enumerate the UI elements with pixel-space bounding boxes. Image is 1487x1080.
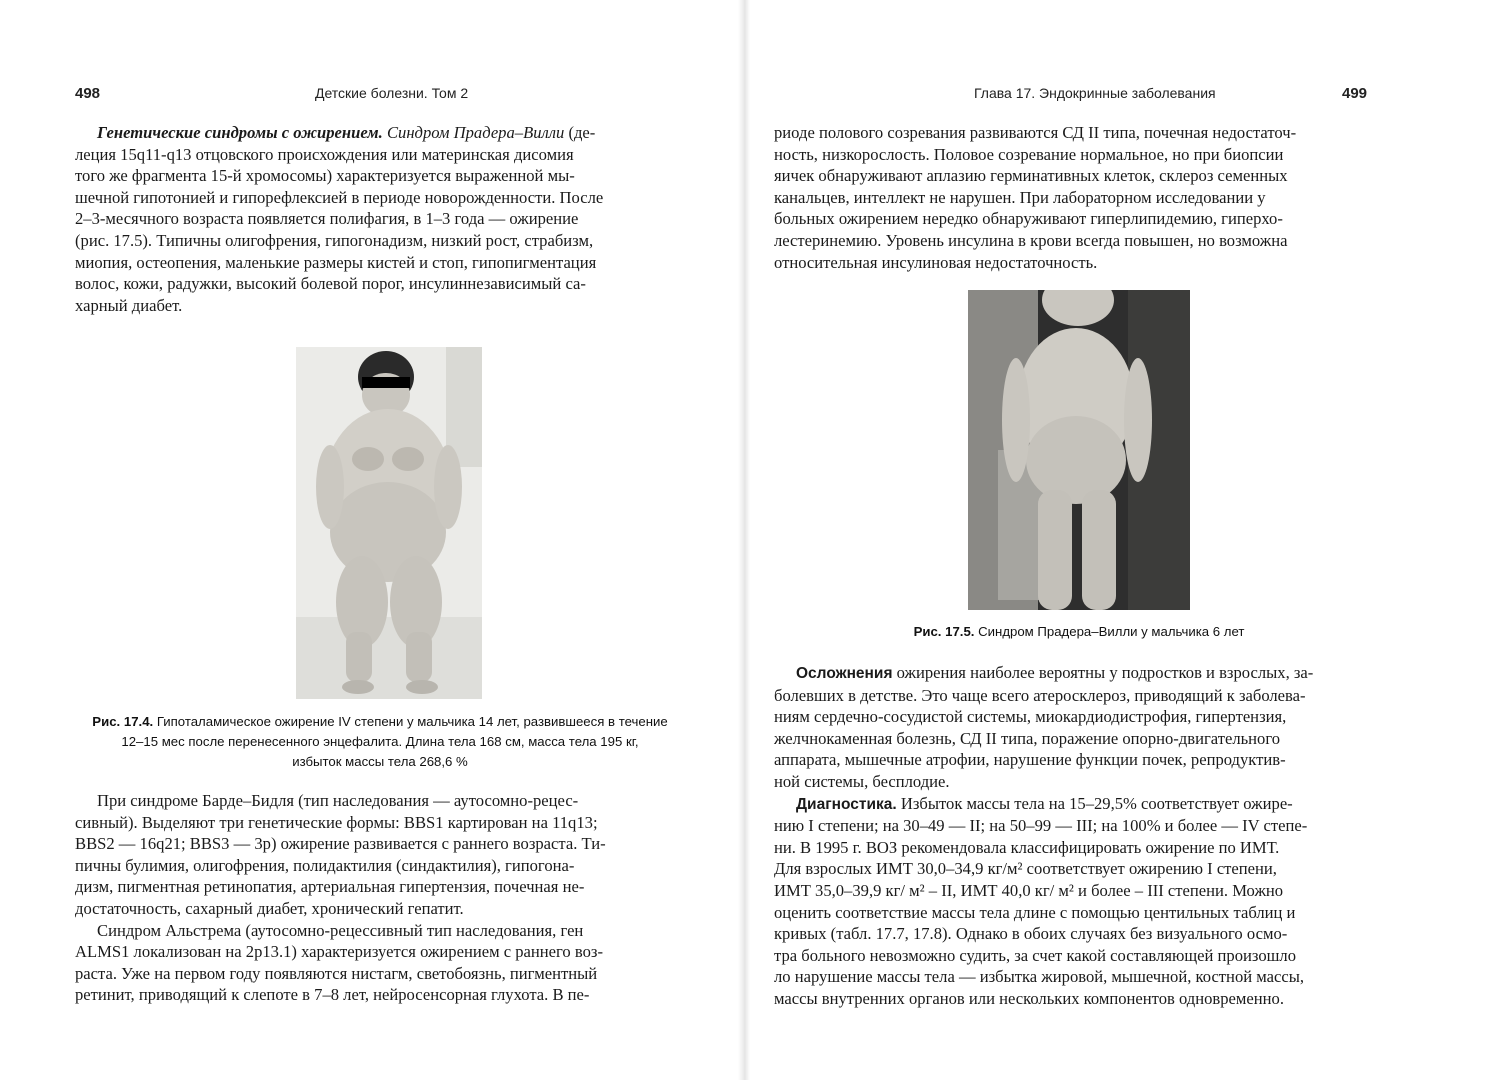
caption-text: Синдром Прадера–Вилли у мальчика 6 лет [978,624,1245,639]
section-heading-genetic: Генетические синдромы с ожирением. [97,123,383,142]
text-line: нию I степени; на 30–49 — II; на 50–99 — III; на 100% и более — IV степе- [774,816,1308,836]
figure-17-5-photo [968,290,1190,610]
text-line: яичек обнаруживают аплазию герминативных клеток, склероз семенных [774,166,1288,186]
text-line: аппарата, мышечные атрофии, нарушение функции почек, репродуктив- [774,750,1286,770]
running-title-right: Глава 17. Эндокринные заболевания [974,85,1216,101]
caption-line: Гипоталамическое ожирение IV степени у мальчика 14 лет, развившееся в течение [156,714,668,729]
continuation-paragraph [774,122,1374,273]
figure-17-4-caption [60,712,700,772]
text-line: канальцев, интеллект не нарушен. При лабораторном исследовании у [774,187,1266,207]
caption-label: Рис. 17.5. [913,624,975,639]
genetic-syndromes-paragraph [75,122,685,316]
text-line: ниям сердечно-сосудистой системы, миокардиодистрофия, гипертензия, [774,707,1287,727]
text-line: харный диабет. [75,295,183,315]
page-number-left: 498 [75,85,101,102]
text-line: раста. Уже на первом году появляются нистагм, светобоязнь, пигментный [75,963,598,983]
right-page [744,0,1487,1080]
text-line: миопия, остеопения, маленькие размеры кистей и стоп, гипопигментация [75,252,597,272]
text-line: ИМТ 35,0–39,9 кг/ м² – II, ИМТ 40,0 кг/ м² и более – III степени. Можно [774,880,1284,900]
left-page [0,0,743,1080]
text-line: ожирения наиболее вероятны у подростков и взрослых, за- [896,663,1314,682]
text-line: Для взрослых ИМТ 30,0–34,9 кг/м² соответствует ожирению I степени, [774,859,1277,879]
text-line: ной системы, бесплодие. [774,771,950,791]
figure-17-4-photo [296,347,482,699]
bardet-biedl-paragraph [75,790,685,1006]
text-line: пичны булимия, олигофрения, полидактилия (синдактилия), гипогона- [75,855,575,875]
text-line: леция 15q11-q13 отцовского происхождения или материнская дисомия [75,144,574,164]
text-line: оценить соответствие массы тела длине с помощью центильных таблиц и [774,902,1296,922]
figure-17-5-caption [834,622,1324,642]
boy-standing-illustration [968,290,1190,610]
text-line: больных ожирением нередко обнаруживают гиперлипидемию, гиперхо- [774,209,1283,229]
text-line: дизм, пигментная ретинопатия, артериальная гипертензия, почечная не- [75,877,585,897]
text-line: ALMS1 локализован на 2p13.1) характеризуется ожирением с раннего воз- [75,942,603,962]
text-line: лестеринемию. Уровень инсулина в крови всегда повышен, но возможна [774,230,1288,250]
text-line: 2–3-месячного возраста появляется полифагия, в 1–3 года — ожирение [75,209,579,229]
boy-silhouette-illustration [296,347,482,699]
text-line: относительная инсулиновая недостаточность. [774,252,1098,272]
text-line: ретинит, приводящий к слепоте в 7–8 лет, нейросенсорная глухота. В пе- [75,985,590,1005]
text-line: достаточность, сахарный диабет, хронический гепатит. [75,898,464,918]
text-line: (рис. 17.5). Типичны олигофрения, гипогонадизм, низкий рост, страбизм, [75,230,594,250]
text-line: риоде полового созревания развиваются СД II типа, почечная недостаточ- [774,123,1297,142]
page-number-right: 499 [1342,85,1368,102]
caption-line: избыток массы тела 268,6 % [292,754,468,769]
text-line: BBS2 — 16q21; BBS3 — 3p) ожирение развивается с раннего возраста. Ти- [75,834,606,854]
text-line: Синдром Альстрема (аутосомно-рецессивный тип наследования, ген [97,920,584,940]
section-heading-diagnostics: Диагностика. [796,795,897,813]
text-line: ность, низкорослость. Половое созревание нормальное, но при биопсии [774,144,1284,164]
text-line: ни. В 1995 г. ВОЗ рекомендовала классифицировать ожирение по ИМТ. [774,837,1280,857]
syndrome-name: Синдром Прадера–Вилли [386,123,565,142]
text-line: массы внутренних органов или нескольких компонентов одновременно. [774,988,1284,1008]
complications-diagnostics [774,662,1374,1010]
text-line: При синдроме Барде–Бидля (тип наследования — аутосомно-рецес- [97,791,579,810]
text-line: шечной гипотонией и гипорефлексией в периоде новорожденности. После [75,187,604,207]
text-line: тра больного невозможно судить, за счет какой составляющей произошло [774,945,1296,965]
text-line: кривых (табл. 17.7, 17.8). Однако в обоих случаях без визуального осмо- [774,924,1288,944]
running-title-left: Детские болезни. Том 2 [315,85,469,101]
text-line: сивный). Выделяют три генетические формы: BBS1 картирован на 11q13; [75,812,598,832]
text-line: желчнокаменная болезнь, СД II типа, поражение опорно-двигательного [774,728,1281,748]
caption-label: Рис. 17.4. [92,714,154,729]
text-line: волос, кожи, радужки, высокий болевой порог, инсулиннезависимый са- [75,274,586,294]
text-line: ло нарушение массы тела — избытка жировой, мышечной, костной массы, [774,967,1305,987]
text-line: болевших в детстве. Это чаще всего атеросклероз, приводящий к заболева- [774,685,1306,705]
text-line: (де- [568,123,596,142]
text-line: того же фрагмента 15-й хромосомы) характеризуется выраженной мы- [75,166,575,186]
text-line: Избыток массы тела на 15–29,5% соответствует ожире- [900,793,1293,813]
caption-line: 12–15 мес после перенесенного энцефалита. Длина тела 168 см, масса тела 195 кг, [121,734,639,749]
section-heading-complications: Осложнения [796,665,893,682]
